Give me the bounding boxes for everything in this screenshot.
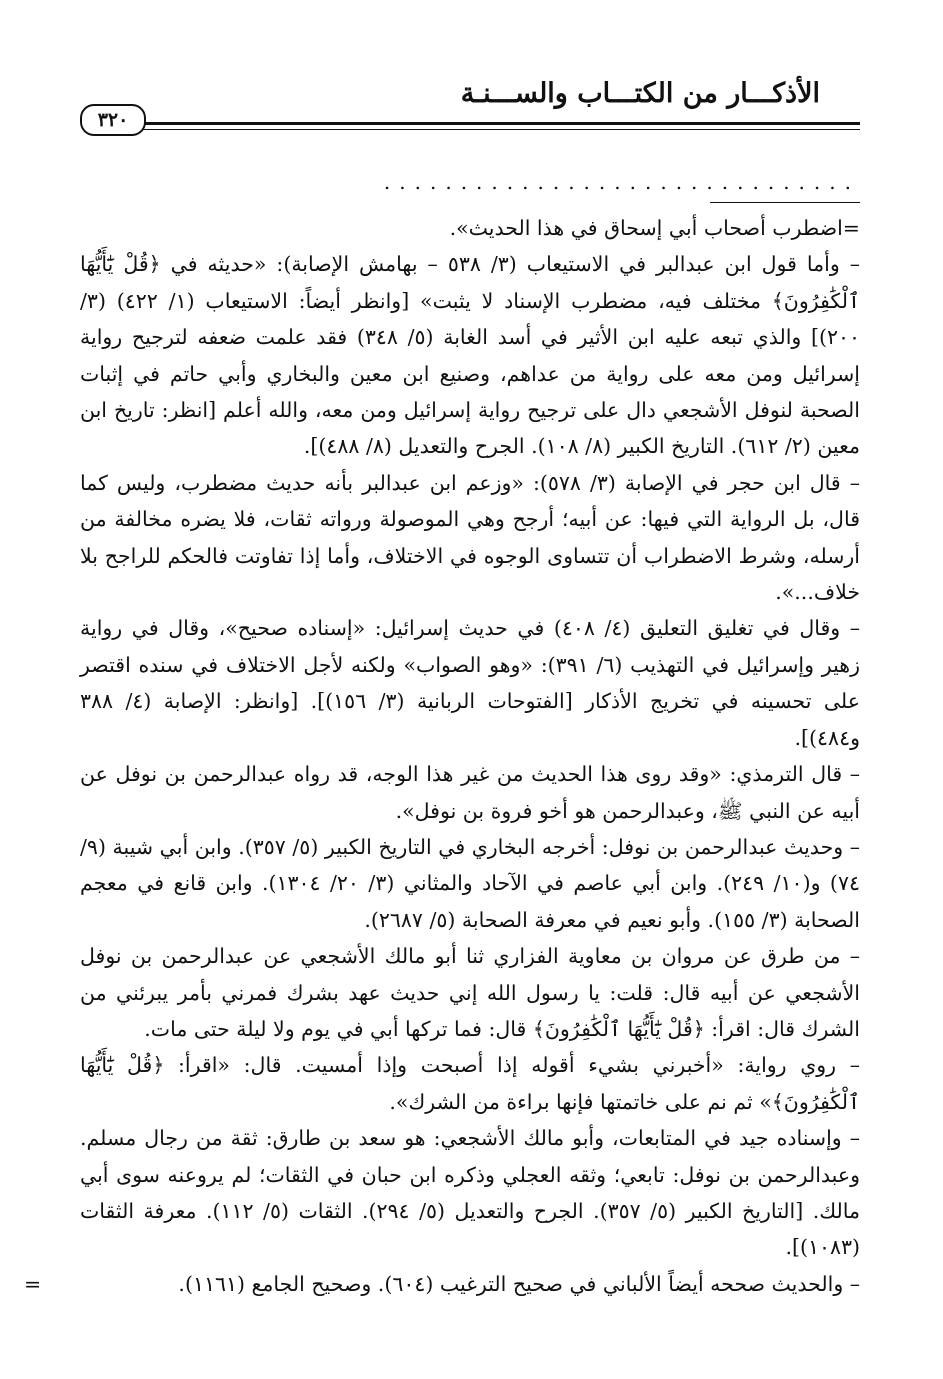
header-rule-thin bbox=[140, 129, 860, 130]
paragraph-2: – وأما قول ابن عبدالبر في الاستيعاب (٣/ ٥٣٨ – بهامش الإصابة): «حديثه في ﴿قُلْ يَٰٓأَيُّهَا ٱلْكَٰفِرُونَ﴾ مختلف فيه، مضطرب الإسناد لا يثبت» [وانظر أيضاً: الاستيعاب (١/ ٤٢٢) (٣/ ٢٠٠)] والذي تبعه عليه ابن الأثير في أسد الغابة (٥/ ٣٤٨) فقد علمت ضعفه لترجيح رواية إسرائيل ومن معه على رواية من عداهم، وصنيع ابن معين والبخاري وأبي حاتم في إثبات الصحبة لنوفل الأشجعي دال على ترجيح رواية إسرائيل ومن معه، والله أعلم [انظر: تاريخ ابن معين (٢/ ٦١٢). التاريخ الكبير (٨/ ١٠٨). الجرح والتعديل (٨/ ٤٨٨)]. bbox=[80, 252, 860, 459]
continuation-mark: = bbox=[24, 1271, 42, 1296]
paragraph-5: – قال الترمذي: «وقد روى هذا الحديث من غير هذا الوجه، قد رواه عبدالرحمن بن نوفل عن أبيه عن النبي ﷺ، وعبدالرحمن هو أخو فروة بن نوفل». bbox=[80, 762, 860, 823]
paragraph-1: =اضطرب أصحاب أبي إسحاق في هذا الحديث». bbox=[449, 216, 860, 240]
paragraph-3: – قال ابن حجر في الإصابة (٣/ ٥٧٨): «وزعم ابن عبدالبر بأنه حديث مضطرب، وليس كما قال، بل الرواية التي فيها: عن أبيه؛ أرجح وهي الموصولة ورواته ثقات، فلا يضره مخالفة من أرسله، وشرط الاضطراب أن تتساوى الوجوه في الاختلاف، وأما إذا تفاوتت فالحكم للراجح بلا خلاف...». bbox=[80, 470, 860, 605]
header-rule-thick bbox=[140, 122, 860, 125]
book-page bbox=[24, 70, 860, 1350]
footnote-rule bbox=[710, 202, 860, 203]
footnote-body bbox=[24, 210, 860, 1302]
paragraph-10-text: – والحديث صححه أيضاً الألباني في صحيح الترغيب (٦٠٤). وصحيح الجامع (١١٦١). bbox=[178, 1271, 860, 1296]
paragraph-7: – من طرق عن مروان بن معاوية الفزاري ثنا أبو مالك الأشجعي عن عبدالرحمن بن نوفل الأشجعي عن أبيه قال: قلت: يا رسول الله إني حديث عهد بشرك فمرني بأمر يبرئني من الشرك قال: اقرأ: ﴿قُلْ يَٰٓأَيُّهَا ٱلْكَٰفِرُونَ﴾ قال: فما تركها أبي في يوم ولا ليلة حتى مات. bbox=[80, 944, 860, 1041]
separator-dots: ............................... bbox=[383, 170, 860, 194]
paragraph-8: – روي رواية: «أخبرني بشيء أقوله إذا أصبحت وإذا أمسيت. قال: «اقرأ: ﴿قُلْ يَٰٓأَيُّهَا ٱلْكَٰفِرُونَ﴾» ثم نم على خاتمتها فإنها براءة من الشرك». bbox=[80, 1053, 860, 1114]
paragraph-4: – وقال في تغليق التعليق (٤/ ٤٠٨) في حديث إسرائيل: «إسناده صحيح»، وقال في رواية زهير وإسرائيل في التهذيب (٦/ ٣٩١): «وهو الصواب» ولكنه لأجل الاختلاف في سنده اقتصر على تحسينه في تخريج الأذكار [الفتوحات الربانية (٣/ ١٥٦)]. [وانظر: الإصابة (٤/ ٣٨٨ و٤٨٤)]. bbox=[80, 616, 860, 750]
paragraph-10 bbox=[24, 1266, 860, 1302]
page-header bbox=[80, 78, 860, 138]
page-number: ٣٢٠ bbox=[80, 104, 146, 136]
running-title: الأذكـــار من الكتـــاب والســـنـة bbox=[460, 78, 820, 109]
paragraph-6: – وحديث عبدالرحمن بن نوفل: أخرجه البخاري في التاريخ الكبير (٥/ ٣٥٧). وابن أبي شيبة (٩/ ٧٤) و(١٠/ ٢٤٩). وابن أبي عاصم في الآحاد والمثاني (٣/ ٢٠/ ١٣٠٤). وابن قانع في معجم الصحابة (٣/ ١٥٥). وأبو نعيم في معرفة الصحابة (٥/ ٢٦٨٧). bbox=[80, 834, 860, 932]
paragraph-9: – وإسناده جيد في المتابعات، وأبو مالك الأشجعي: هو سعد بن طارق: ثقة من رجال مسلم. وعبدالرحمن بن نوفل: تابعي؛ وثقه العجلي وذكره ابن حبان في الثقات؛ لم يروعنه سوى أبي مالك. [التاريخ الكبير (٥/ ٣٥٧). الجرح والتعديل (٥/ ٢٩٤). الثقات (٥/ ١١٢). معرفة الثقات (١٠٨٣)]. bbox=[80, 1126, 860, 1260]
